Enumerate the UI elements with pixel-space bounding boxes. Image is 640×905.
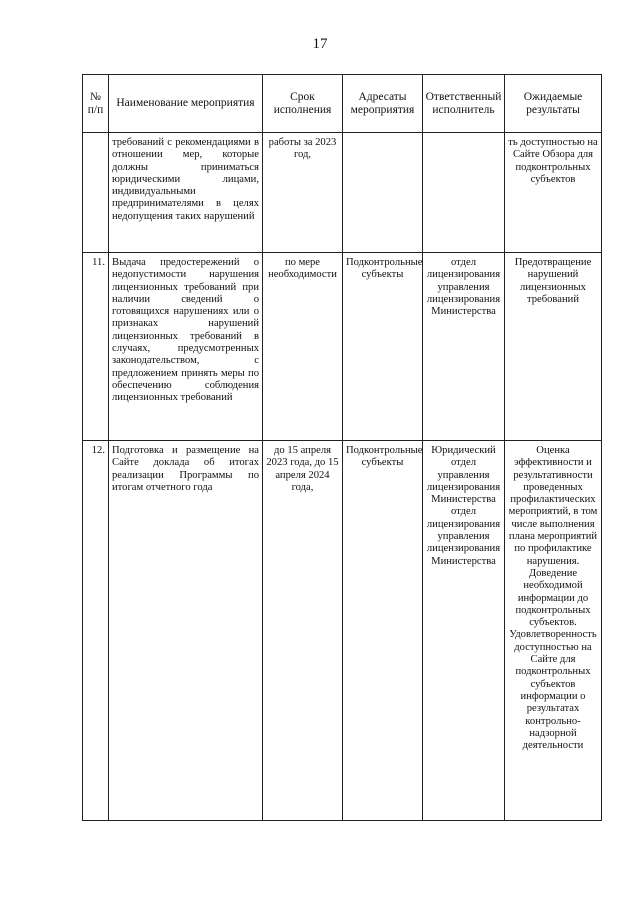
table-row xyxy=(83,133,602,253)
row-term: до 15 апреля 2023 года, до 15 апреля 2024 года, xyxy=(263,441,343,821)
row-term: работы за 2023 год, xyxy=(263,133,343,253)
table-row xyxy=(83,253,602,441)
header-responsible: Ответственный исполнитель xyxy=(423,75,505,133)
row-results: Оценка эффективности и результативности проведенных профилактических мероприятий, в том числе выполнения плана мероприятий по профилактике нарушения. Доведение необходимой информации до подконтрольных субъектов. Удовлетворенность доступностью на Сайте для подконтрольных субъектов информации о результатах контрольно-надзорной деятельности xyxy=(505,441,602,821)
row-addressees: Подконтрольные субъекты xyxy=(343,441,423,821)
row-responsible: Юридический отдел управления лицензирования Министерства отдел лицензирования управления лицензирования Министерства xyxy=(423,441,505,821)
row-name: Выдача предостережений о недопустимости нарушения лицензионных требований при наличии сведений о готовящихся нарушениях или о признаках нарушений лицензионных требований в случаях, предусмотренных законодательством, с предложением принять меры по обеспечению соблюдения лицензионных требований xyxy=(109,253,263,441)
header-results: Ожидаемые результаты xyxy=(505,75,602,133)
table-header-row xyxy=(83,75,602,133)
page-number: 17 xyxy=(312,36,328,52)
table-row xyxy=(83,441,602,821)
row-results: Предотвращение нарушений лицензионных требований xyxy=(505,253,602,441)
row-num: 12. xyxy=(83,441,109,821)
row-addressees: Подконтрольные субъекты xyxy=(343,253,423,441)
row-name: требований с рекомендациями в отношении мер, которые должны приниматься юридическими лицами, индивидуальными предпринимателями в целях недопущения таких нарушений xyxy=(109,133,263,253)
row-num xyxy=(83,133,109,253)
header-name: Наименование мероприятия xyxy=(109,75,263,133)
row-name: Подготовка и размещение на Сайте доклада об итогах реализации Программы по итогам отчетного года xyxy=(109,441,263,821)
row-addressees xyxy=(343,133,423,253)
row-results: ть доступностью на Сайте Обзора для подконтрольных субъектов xyxy=(505,133,602,253)
measures-table xyxy=(82,74,602,821)
row-num: 11. xyxy=(83,253,109,441)
header-num: № п/п xyxy=(83,75,109,133)
row-term: по мере необходимости xyxy=(263,253,343,441)
row-responsible xyxy=(423,133,505,253)
header-term: Срок исполнения xyxy=(263,75,343,133)
header-addressees: Адресаты мероприятия xyxy=(343,75,423,133)
row-responsible: отдел лицензирования управления лицензирования Министерства xyxy=(423,253,505,441)
